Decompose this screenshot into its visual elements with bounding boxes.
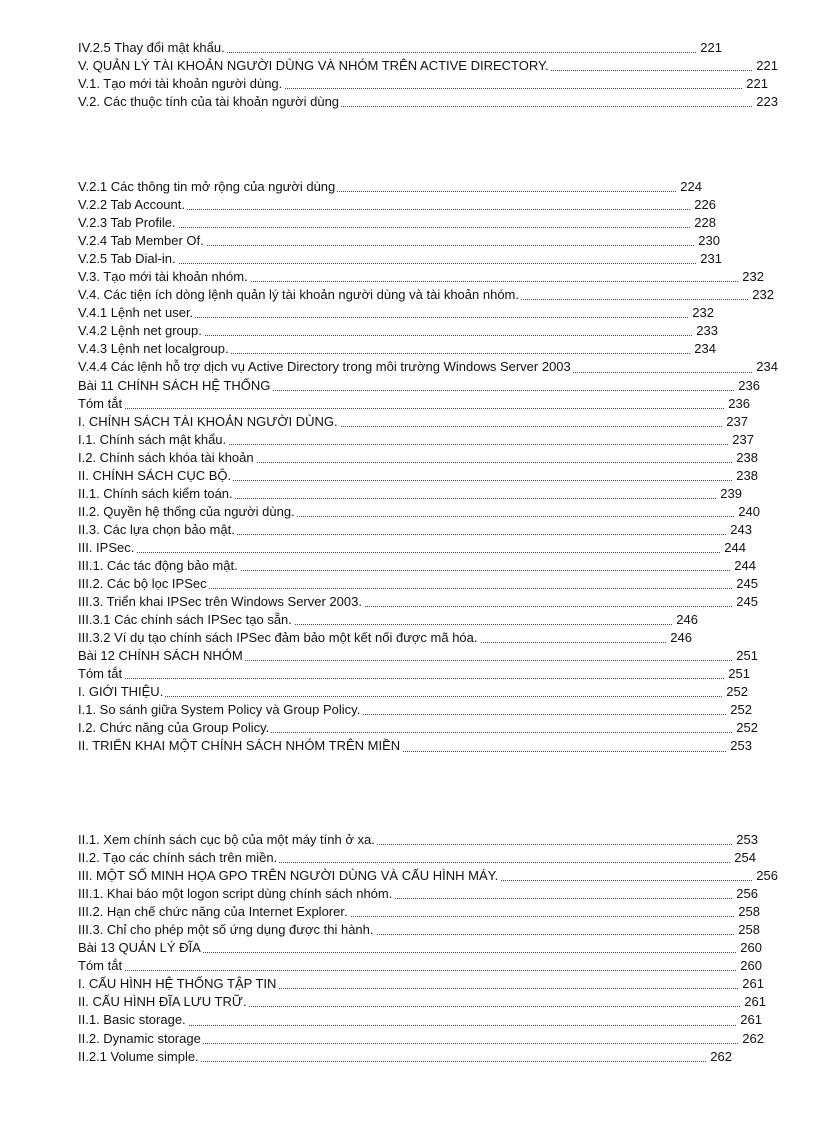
toc-entry-title: V.2.3 Tab Profile. [78, 215, 176, 231]
toc-entry-page-number: 245 [733, 575, 758, 593]
toc-entry[interactable] [78, 358, 778, 376]
toc-entry-title: III.2. Hạn chế chức năng của Internet Explorer. [78, 904, 348, 920]
toc-entry-page-number: 221 [753, 57, 778, 75]
toc-entry-title: V. QUẢN LÝ TÀI KHOẢN NGƯỜI DÙNG VÀ NHÓM TRÊN ACTIVE DIRECTORY. [78, 58, 549, 74]
toc-entry-title: II. TRIỂN KHAI MỘT CHÍNH SÁCH NHÓM TRÊN MIỀN [78, 738, 401, 754]
toc-entry[interactable] [78, 647, 778, 665]
toc-entry-title: Tóm tắt [78, 666, 123, 682]
toc-entry[interactable] [78, 611, 778, 629]
toc-entry-title: II.2. Tạo các chính sách trên miền. [78, 850, 278, 866]
toc-entry[interactable] [78, 286, 778, 304]
toc-entry[interactable] [78, 196, 778, 214]
toc-entry-title: I.2. Chính sách khóa tài khoản [78, 449, 254, 465]
toc-entry[interactable] [78, 921, 778, 939]
toc-entry[interactable] [78, 885, 778, 903]
toc-entry[interactable] [78, 903, 778, 921]
dot-leader [78, 696, 726, 697]
toc-entry-page-number: 258 [735, 921, 760, 939]
toc-entry-title: V.4. Các tiện ích dòng lệnh quản lý tài khoản người dùng và tài khoản nhóm. [78, 287, 519, 303]
toc-entry-page-number: 253 [733, 831, 758, 849]
toc-entry[interactable] [78, 629, 778, 647]
toc-entry-title: III.3.2 Ví dụ tạo chính sách IPSec đảm bảo một kết nối được mã hóa. [78, 630, 478, 646]
toc-entry-page-number: 238 [733, 449, 758, 467]
toc-entry-page-number: 261 [739, 975, 764, 993]
toc-entry-page-number: 238 [733, 467, 758, 485]
toc-entry-page-number: 252 [733, 719, 758, 737]
toc-entry-title: V.2.2 Tab Account. [78, 197, 185, 213]
toc-entry[interactable] [78, 377, 778, 395]
toc-entry-title: I. CHÍNH SÁCH TÀI KHOẢN NGƯỜI DÙNG. [78, 413, 338, 429]
dot-leader [78, 678, 728, 679]
toc-entry-title: II. CẤU HÌNH ĐĨA LƯU TRỮ. [78, 994, 247, 1010]
toc-entry-page-number: 252 [727, 701, 752, 719]
toc-entry[interactable] [78, 431, 778, 449]
toc-entry[interactable] [78, 849, 778, 867]
toc-entry-page-number: 237 [729, 431, 754, 449]
toc-entry-title: Tóm tắt [78, 958, 123, 974]
toc-entry-page-number: 261 [741, 993, 766, 1011]
toc-entry-page-number: 228 [691, 214, 716, 232]
toc-entry-page-number: 221 [743, 75, 768, 93]
toc-entry[interactable] [78, 75, 778, 93]
toc-entry[interactable] [78, 214, 778, 232]
toc-entry-page-number: 231 [697, 250, 722, 268]
toc-entry[interactable] [78, 557, 778, 575]
toc-entry[interactable] [78, 395, 778, 413]
toc-entry[interactable] [78, 593, 778, 611]
toc-entry-page-number: 244 [721, 539, 746, 557]
toc-entry-page-number: 239 [717, 485, 742, 503]
toc-entry[interactable] [78, 939, 778, 957]
toc-entry-title: III.3. Chỉ cho phép một số ứng dụng được thi hành. [78, 922, 374, 938]
toc-entry-title: Bài 12 CHÍNH SÁCH NHÓM [78, 648, 243, 664]
toc-entry-title: I.1. So sánh giữa System Policy và Group Policy. [78, 702, 361, 718]
toc-entry-title: V.2.1 Các thông tin mở rộng của người dùng [78, 179, 336, 194]
dot-leader [78, 552, 724, 553]
toc-entry-title: III.1. Khai báo một logon script dùng chính sách nhóm. [78, 886, 393, 902]
toc-entry[interactable] [78, 957, 778, 975]
toc-entry[interactable] [78, 975, 778, 993]
toc-entry-page-number: 262 [739, 1030, 764, 1048]
toc-entry[interactable] [78, 1030, 778, 1048]
toc-entry-page-number: 236 [725, 395, 750, 413]
toc-entry-title: II.1. Xem chính sách cục bộ của một máy tính ở xa. [78, 832, 375, 847]
toc-entry-title: II.1. Basic storage. [78, 1012, 186, 1028]
toc-entry-page-number: 232 [739, 268, 764, 286]
toc-entry[interactable] [78, 413, 778, 431]
toc-entry-title: II.2.1 Volume simple. [78, 1048, 199, 1064]
toc-entry-page-number: 224 [677, 178, 702, 196]
toc-entry-title: III. IPSec. [78, 539, 135, 555]
toc-entry-title: Tóm tắt [78, 395, 123, 411]
toc-entry-page-number: 246 [667, 629, 692, 647]
toc-entry[interactable] [78, 232, 778, 250]
toc-entry-page-number: 245 [733, 593, 758, 611]
toc-entry-title: II.1. Chính sách kiểm toán. [78, 485, 233, 501]
toc-entry[interactable] [78, 993, 778, 1011]
toc-entry-page-number: 232 [689, 304, 714, 322]
toc-entry-title: IV.2.5 Thay đổi mật khẩu. [78, 40, 225, 55]
toc-entry-title: I. CẤU HÌNH HỆ THỐNG TẬP TIN [78, 976, 277, 992]
toc-entry[interactable] [78, 521, 778, 539]
toc-entry[interactable] [78, 665, 778, 683]
toc-entry-title: III.1. Các tác động bảo mật. [78, 557, 238, 573]
toc-entry-title: II. CHÍNH SÁCH CỤC BỘ. [78, 467, 232, 483]
toc-block-3 [78, 831, 778, 1066]
dot-leader [78, 970, 740, 971]
toc-entry[interactable] [78, 449, 778, 467]
toc-entry[interactable] [78, 340, 778, 358]
toc-entry-title: V.2.4 Tab Member Of. [78, 233, 204, 249]
toc-entry-title: V.3. Tạo mới tài khoản nhóm. [78, 269, 248, 285]
toc-entry[interactable] [78, 322, 778, 340]
toc-entry[interactable] [78, 539, 778, 557]
toc-entry-title: I.1. Chính sách mật khẩu. [78, 431, 227, 447]
toc-entry-page-number: 233 [693, 322, 718, 340]
toc-entry-page-number: 252 [723, 683, 748, 701]
toc-entry-page-number: 244 [731, 557, 756, 575]
toc-entry[interactable] [78, 178, 778, 196]
toc-entry-title: Bài 11 CHÍNH SÁCH HỆ THỐNG [78, 377, 271, 393]
toc-entry-page-number: 237 [723, 413, 748, 431]
toc-block-2 [78, 178, 778, 756]
toc-entry-page-number: 234 [753, 358, 778, 376]
toc-entry[interactable] [78, 575, 778, 593]
toc-entry-page-number: 246 [673, 611, 698, 629]
toc-entry[interactable] [78, 93, 778, 111]
toc-entry[interactable] [78, 57, 778, 75]
toc-entry-page-number: 254 [731, 849, 756, 867]
toc-entry-title: I. GIỚI THIỆU. [78, 684, 164, 700]
toc-block-1 [78, 39, 778, 111]
toc-entry[interactable] [78, 831, 778, 849]
toc-entry-title: II.3. Các lựa chọn bảo mật. [78, 521, 235, 537]
toc-entry-title: V.2. Các thuộc tính của tài khoản người dùng [78, 94, 340, 110]
toc-entry[interactable] [78, 1011, 778, 1029]
toc-entry-title: V.1. Tạo mới tài khoản người dùng. [78, 76, 283, 92]
toc-entry[interactable] [78, 268, 778, 286]
toc-entry-page-number: 226 [691, 196, 716, 214]
toc-entry[interactable] [78, 467, 778, 485]
toc-entry[interactable] [78, 737, 778, 755]
toc-entry-page-number: 262 [707, 1048, 732, 1066]
toc-entry-title: I.2. Chức năng của Group Policy. [78, 720, 270, 736]
toc-entry[interactable] [78, 1048, 778, 1066]
toc-entry-title: II.2. Quyền hệ thống của người dùng. [78, 503, 295, 519]
toc-entry-title: V.4.3 Lệnh net localgroup. [78, 341, 229, 357]
toc-entry[interactable] [78, 683, 778, 701]
toc-entry-page-number: 223 [753, 93, 778, 111]
toc-entry-page-number: 236 [735, 377, 760, 395]
toc-entry-title: V.2.5 Tab Dial-in. [78, 251, 176, 267]
toc-entry-title: Bài 13 QUẢN LÝ ĐĨA [78, 940, 201, 956]
toc-entry-page-number: 240 [735, 503, 760, 521]
toc-entry-page-number: 251 [733, 647, 758, 665]
toc-entry[interactable] [78, 250, 778, 268]
toc-entry-title: III. MỘT SỐ MINH HỌA GPO TRÊN NGƯỜI DÙNG VÀ CẤU HÌNH MÁY. [78, 868, 499, 884]
toc-entry-page-number: 230 [695, 232, 720, 250]
toc-entry-title: III.3. Triển khai IPSec trên Windows Server 2003. [78, 594, 362, 610]
toc-entry-page-number: 221 [697, 39, 722, 57]
toc-entry[interactable] [78, 701, 778, 719]
toc-entry-title: V.4.2 Lệnh net group. [78, 323, 202, 339]
toc-entry-title: III.2. Các bộ lọc IPSec [78, 576, 207, 592]
toc-entry-page-number: 234 [691, 340, 716, 358]
toc-entry-page-number: 251 [725, 665, 750, 683]
toc-entry-page-number: 260 [737, 957, 762, 975]
toc-entry[interactable] [78, 719, 778, 737]
toc-entry-page-number: 258 [735, 903, 760, 921]
toc-entry-page-number: 232 [749, 286, 774, 304]
toc-entry-page-number: 261 [737, 1011, 762, 1029]
toc-entry-title: V.4.4 Các lệnh hỗ trợ dịch vụ Active Directory trong môi trường Windows Server 2003 [78, 359, 571, 375]
toc-entry-page-number: 256 [753, 867, 778, 885]
toc-entry-page-number: 243 [727, 521, 752, 539]
toc-entry-title: V.4.1 Lệnh net user. [78, 305, 194, 321]
toc-entry-title: II.2. Dynamic storage [78, 1030, 201, 1046]
dot-leader [78, 408, 728, 409]
toc-entry-page-number: 260 [737, 939, 762, 957]
toc-entry-page-number: 253 [727, 737, 752, 755]
toc-entry-page-number: 256 [733, 885, 758, 903]
toc-entry[interactable] [78, 867, 778, 885]
toc-entry[interactable] [78, 503, 778, 521]
toc-entry[interactable] [78, 485, 778, 503]
toc-entry-title: III.3.1 Các chính sách IPSec tạo sẵn. [78, 612, 292, 628]
toc-entry[interactable] [78, 304, 778, 322]
toc-entry[interactable] [78, 39, 778, 57]
